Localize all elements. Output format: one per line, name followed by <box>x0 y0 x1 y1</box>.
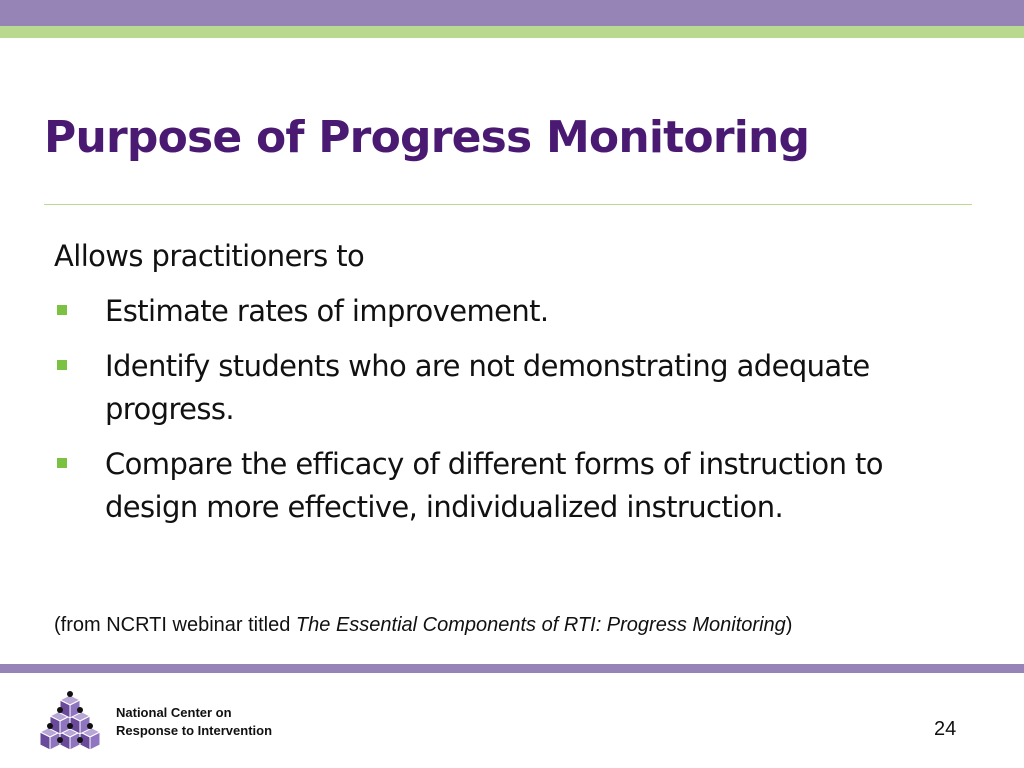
org-name <box>116 704 272 740</box>
page-number: 24 <box>934 718 957 740</box>
bullet-text: Estimate rates of improvement. <box>105 294 549 328</box>
bullet-item-1 <box>54 290 984 333</box>
org-name-line2: Response to Intervention <box>116 723 273 738</box>
citation-suffix: ) <box>785 614 793 636</box>
bottom-band-purple <box>0 664 1024 673</box>
bullet-square-icon <box>57 360 67 370</box>
lead-text: Allows practitioners to <box>54 239 365 273</box>
org-name-line1: National Center on <box>116 705 232 720</box>
bullet-square-icon <box>57 458 67 468</box>
citation <box>54 614 792 637</box>
bullet-item-3 <box>54 443 984 529</box>
bullet-list <box>54 290 984 529</box>
title-divider <box>44 204 972 205</box>
slide-title: Purpose of Progress Monitoring <box>44 112 810 163</box>
slide-content <box>54 236 984 541</box>
bullet-text: Identify students who are not demonstrating adequate progress. <box>105 349 870 426</box>
top-band-green <box>0 26 1024 38</box>
bullet-item-2 <box>54 345 984 431</box>
citation-prefix: (from NCRTI webinar titled <box>54 614 296 636</box>
bullet-square-icon <box>57 305 67 315</box>
ncrti-cube-logo-icon <box>38 690 104 752</box>
citation-title: The Essential Components of RTI: Progress Monitoring <box>295 614 786 636</box>
top-band-purple <box>0 0 1024 26</box>
bullet-text: Compare the efficacy of different forms of instruction to design more effective, individualized instruction. <box>105 447 883 524</box>
